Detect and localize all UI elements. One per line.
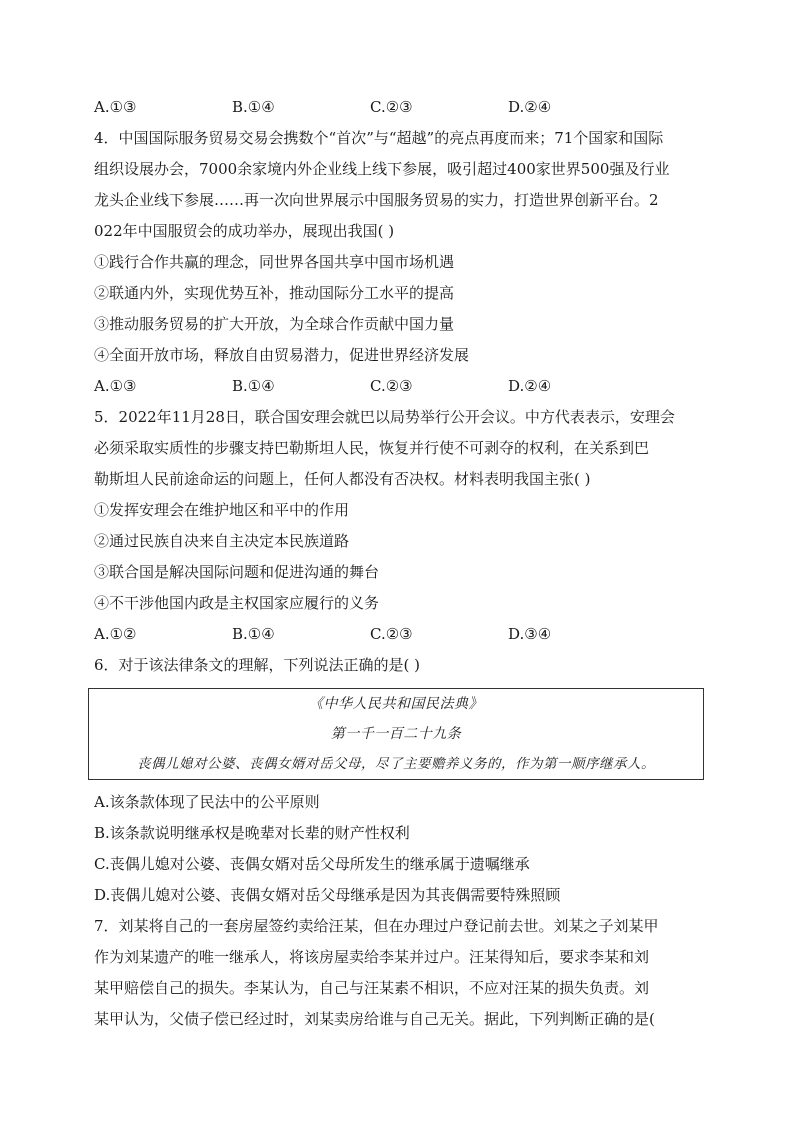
text-line: 组织设展办会，7000余家境内外企业线上线下参展，吸引超过400家世界500强及行业 bbox=[94, 160, 670, 178]
answer-option: A.①③ bbox=[94, 98, 137, 116]
text-line: ③推动服务贸易的扩大开放，为全球合作贡献中国力量 bbox=[94, 315, 455, 333]
text-line: 6．对于该法律条文的理解，下列说法正确的是( ) bbox=[94, 656, 421, 674]
text-line: 某甲赔偿自己的损失。李某认为，自己与汪某素不相识，不应对汪某的损失负责。刘 bbox=[94, 979, 650, 997]
text-line: 必须采取实质性的步骤支持巴勒斯坦人民，恢复并行使不可剥夺的权利，在关系到巴 bbox=[94, 439, 650, 457]
page-content bbox=[94, 92, 706, 1035]
text-line: ②通过民族自决来自主决定本民族道路 bbox=[94, 532, 350, 550]
answer-option: A.①② bbox=[94, 625, 137, 643]
answer-option: C.②③ bbox=[370, 377, 413, 395]
answer-option: D.③④ bbox=[508, 625, 552, 643]
article-text: 丧偶儿媳对公婆、丧偶女婿对岳父母，尽了主要赡养义务的，作为第一顺序继承人。 bbox=[137, 756, 655, 772]
article-number: 第一千一百二十九条 bbox=[330, 726, 462, 742]
text-line: B.该条款说明继承权是晚辈对长辈的财产性权利 bbox=[94, 824, 410, 842]
text-line: ①发挥安理会在维护地区和平中的作用 bbox=[94, 501, 350, 519]
text-line: ④全面开放市场，释放自由贸易潜力，促进世界经济发展 bbox=[94, 346, 470, 364]
answer-option: D.②④ bbox=[508, 98, 552, 116]
law-article-box bbox=[88, 688, 704, 780]
text-line: ①践行合作共赢的理念，同世界各国共享中国市场机遇 bbox=[94, 253, 455, 271]
text-line: 龙头企业线下参展……再一次向世界展示中国服务贸易的实力，打造世界创新平台。2 bbox=[94, 191, 659, 209]
text-line: ④不干涉他国内政是主权国家应履行的义务 bbox=[94, 594, 380, 612]
text-line: 022年中国服贸会的成功举办，展现出我国( ) bbox=[94, 222, 395, 240]
text-line: 5．2022年11月28日，联合国安理会就巴以局势举行公开会议。中方代表表示，安理会 bbox=[94, 408, 675, 426]
text-line: 4．中国国际服务贸易交易会携数个“首次”与“超越”的亮点再度而来；71个国家和国际 bbox=[94, 129, 664, 147]
text-line: 勒斯坦人民前途命运的问题上，任何人都没有否决权。材料表明我国主张( ) bbox=[94, 470, 591, 488]
text-line: 7．刘某将自己的一套房屋签约卖给汪某，但在办理过户登记前去世。刘某之子刘某甲 bbox=[94, 917, 659, 935]
answer-option: A.①③ bbox=[94, 377, 137, 395]
answer-option: B.①④ bbox=[232, 98, 275, 116]
text-line: C.丧偶儿媳对公婆、丧偶女婿对岳父母所发生的继承属于遗嘱继承 bbox=[94, 855, 530, 873]
text-line: 某甲认为，父债子偿已经过时，刘某卖房给谁与自己无关。据此，下列判断正确的是( bbox=[94, 1010, 655, 1028]
law-title: 《中华人民共和国民法典》 bbox=[309, 696, 483, 712]
answer-options bbox=[94, 92, 706, 123]
answer-options bbox=[94, 619, 706, 650]
answer-option: D.②④ bbox=[508, 377, 552, 395]
answer-option: B.①④ bbox=[232, 625, 275, 643]
text-line: 作为刘某遗产的唯一继承人，将该房屋卖给李某并过户。汪某得知后，要求李某和刘 bbox=[94, 948, 650, 966]
text-line: A.该条款体现了民法中的公平原则 bbox=[94, 793, 320, 811]
text-line: ②联通内外，实现优势互补，推动国际分工水平的提高 bbox=[94, 284, 455, 302]
answer-option: B.①④ bbox=[232, 377, 275, 395]
answer-option: C.②③ bbox=[370, 625, 413, 643]
answer-options bbox=[94, 371, 706, 402]
answer-option: C.②③ bbox=[370, 98, 413, 116]
text-line: ③联合国是解决国际问题和促进沟通的舞台 bbox=[94, 563, 380, 581]
text-line: D.丧偶儿媳对公婆、丧偶女婿对岳父母继承是因为其丧偶需要特殊照顾 bbox=[94, 886, 561, 904]
